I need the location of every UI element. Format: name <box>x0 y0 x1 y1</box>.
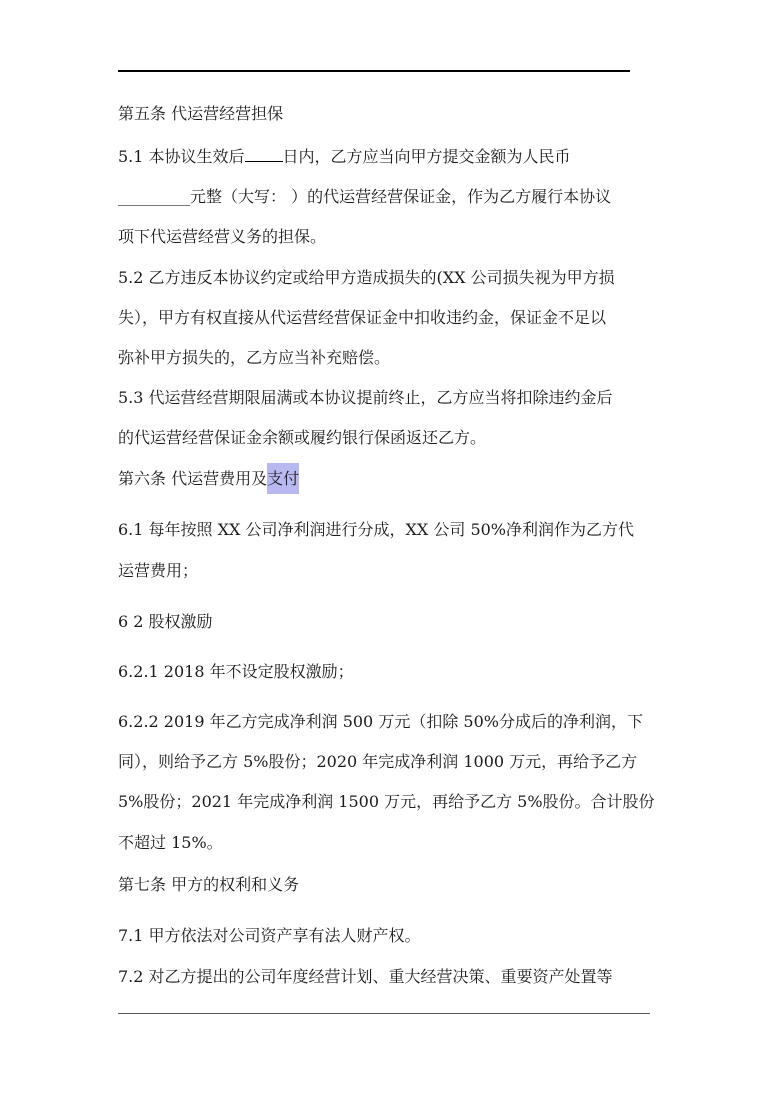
clause-6-2-heading: 6 2 股权激励 <box>118 612 213 631</box>
clause-6-2-2-line-2: 同），则给予乙方 5%股份；2020 年完成净利润 1000 万元，再给予乙方 <box>118 752 638 771</box>
amount-blank: _________ <box>118 187 190 206</box>
clause-6-1-line-1: 6.1 每年按照 XX 公司净利润进行分成，XX 公司 50%净利润作为乙方代 <box>118 520 635 539</box>
clause-5-3-line-1: 5.3 代运营经营期限届满或本协议提前终止，乙方应当将扣除违约金后 <box>118 388 613 407</box>
article-6-heading <box>118 469 299 489</box>
selection-highlight[interactable]: 支付 <box>267 463 299 494</box>
clause-7-1: 7.1 甲方依法对公司资产享有法人财产权。 <box>118 926 421 945</box>
clause-6-2-2-line-3: 5%股份；2021 年完成净利润 1500 万元，再给予乙方 5%股份。合计股份 <box>118 792 655 811</box>
clause-5-1-text-b: 日内，乙方应当向甲方提交金额为人民币 <box>282 147 571 166</box>
clause-5-1-text-a: 5.1 本协议生效后 <box>118 147 245 166</box>
clause-6-2-1: 6.2.1 2018 年不设定股权激励； <box>118 662 354 681</box>
article-6-heading-text: 第六条 代运营费用及 <box>118 469 268 488</box>
clause-5-1-line-3: 项下代运营经营义务的担保。 <box>118 227 327 246</box>
clause-5-2-line-2: 失），甲方有权直接从代运营经营保证金中扣收违约金，保证金不足以 <box>118 308 607 327</box>
article-5-heading: 第五条 代运营经营担保 <box>118 104 284 123</box>
article-7-heading: 第七条 甲方的权利和义务 <box>118 875 300 894</box>
clause-5-1-text-c: 元整（大写： ）的代运营经营保证金，作为乙方履行本协议 <box>190 187 612 206</box>
clause-7-2-line-1: 7.2 对乙方提出的公司年度经营计划、重大经营决策、重要资产处置等 <box>118 967 613 986</box>
clause-6-1-line-2: 运营费用； <box>118 561 199 580</box>
days-blank <box>245 147 283 162</box>
clause-5-1-line-2 <box>118 187 611 207</box>
clause-5-3-line-2: 的代运营经营保证金余额或履约银行保函返还乙方。 <box>118 428 487 447</box>
header-rule <box>118 70 630 72</box>
clause-6-2-2-line-1: 6.2.2 2019 年乙方完成净利润 500 万元（扣除 50%分成后的净利润，下 <box>118 712 643 731</box>
clause-5-2-line-3: 弥补甲方损失的，乙方应当补充赔偿。 <box>118 348 391 367</box>
clause-5-2-line-1: 5.2 乙方违反本协议约定或给甲方造成损失的(XX 公司损失视为甲方损 <box>118 268 615 287</box>
clause-6-2-2-line-4: 不超过 15%。 <box>118 833 223 852</box>
clause-5-1-line-1 <box>118 147 571 167</box>
footer-rule <box>118 1013 650 1014</box>
